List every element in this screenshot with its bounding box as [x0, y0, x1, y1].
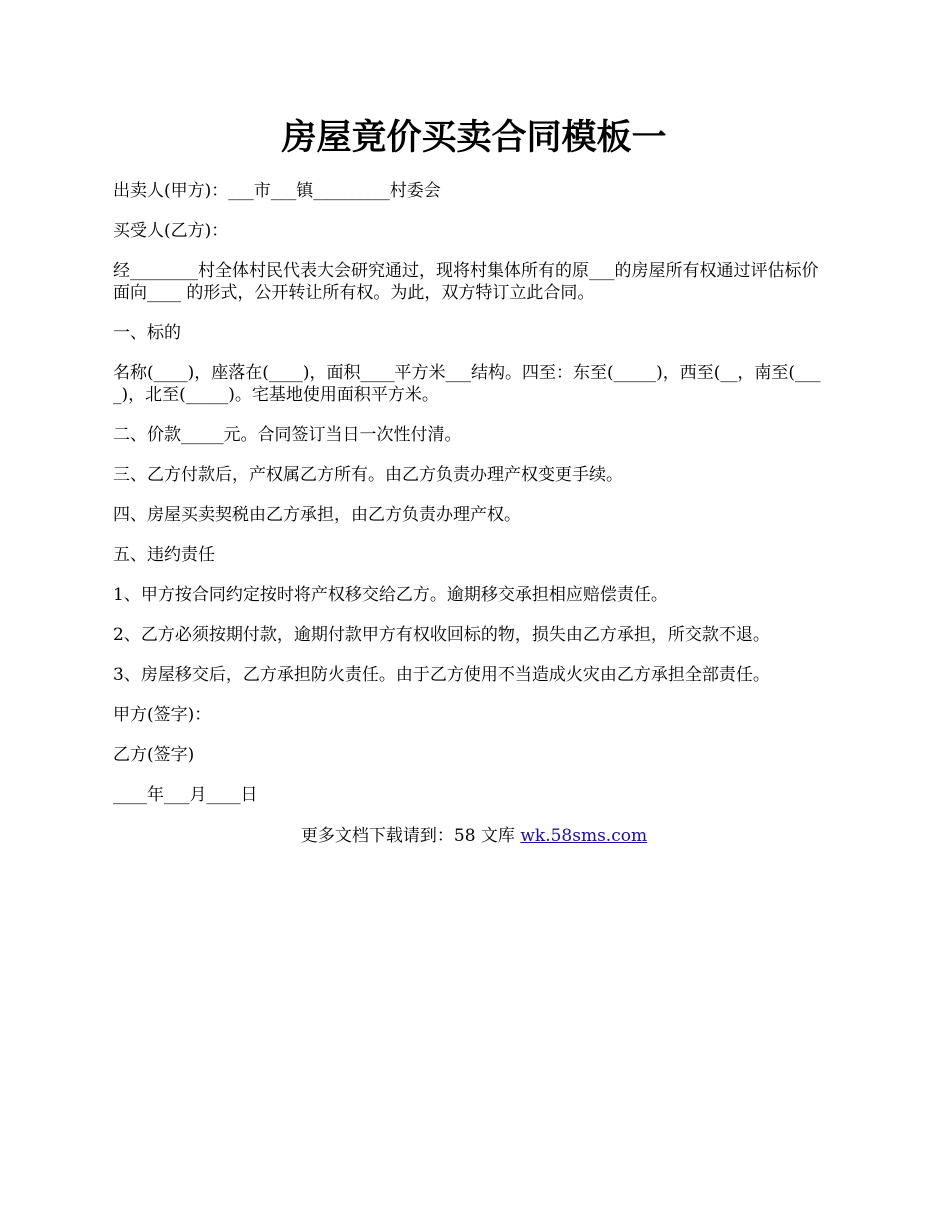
- footer-prefix: 更多文档下载请到：58 文库: [300, 826, 521, 846]
- footer-link[interactable]: wk.58sms.com: [520, 826, 648, 846]
- liability-item-3: 3、房屋移交后，乙方承担防火责任。由于乙方使用不当造成火灾由乙方承担全部责任。: [113, 665, 770, 685]
- party-b-signature: 乙方(签字): [113, 745, 195, 765]
- party-a-signature: 甲方(签字)：: [113, 705, 212, 725]
- footer-line: [113, 825, 835, 847]
- liability-item-1: 1、甲方按合同约定按时将产权移交给乙方。逾期移交承担相应赔偿责任。: [113, 585, 668, 605]
- signature-date: ____年___月____日: [113, 785, 258, 805]
- section-ownership: 三、乙方付款后，产权属乙方所有。由乙方负责办理产权变更手续。: [113, 465, 623, 485]
- subject-details-paragraph: 名称(____)，座落在(____)，面积____平方米___结构。四至：东至(_____)，西至(__，南至(____)，北至(_____)。宅基地使用面积平方米。: [113, 363, 821, 405]
- document-page: [113, 108, 835, 864]
- section-price: 二、价款_____元。合同签订当日一次性付清。: [113, 425, 462, 445]
- intro-paragraph: 经________村全体村民代表大会研究通过，现将村集体所有的原___的房屋所有权通过评估标价面向____ 的形式，公开转让所有权。为此，双方特订立此合同。: [113, 261, 819, 303]
- section-tax: 四、房屋买卖契税由乙方承担，由乙方负责办理产权。: [113, 505, 521, 525]
- liability-item-2: 2、乙方必须按期付款，逾期付款甲方有权收回标的物，损失由乙方承担，所交款不退。: [113, 625, 770, 645]
- section-subject-heading: 一、标的: [113, 323, 181, 343]
- section-liability-heading: 五、违约责任: [113, 545, 215, 565]
- seller-line: 出卖人(甲方)：___市___镇_________村委会: [113, 181, 441, 201]
- buyer-line: 买受人(乙方)：: [113, 221, 229, 241]
- document-title: 房屋竟价买卖合同模板一: [281, 117, 667, 158]
